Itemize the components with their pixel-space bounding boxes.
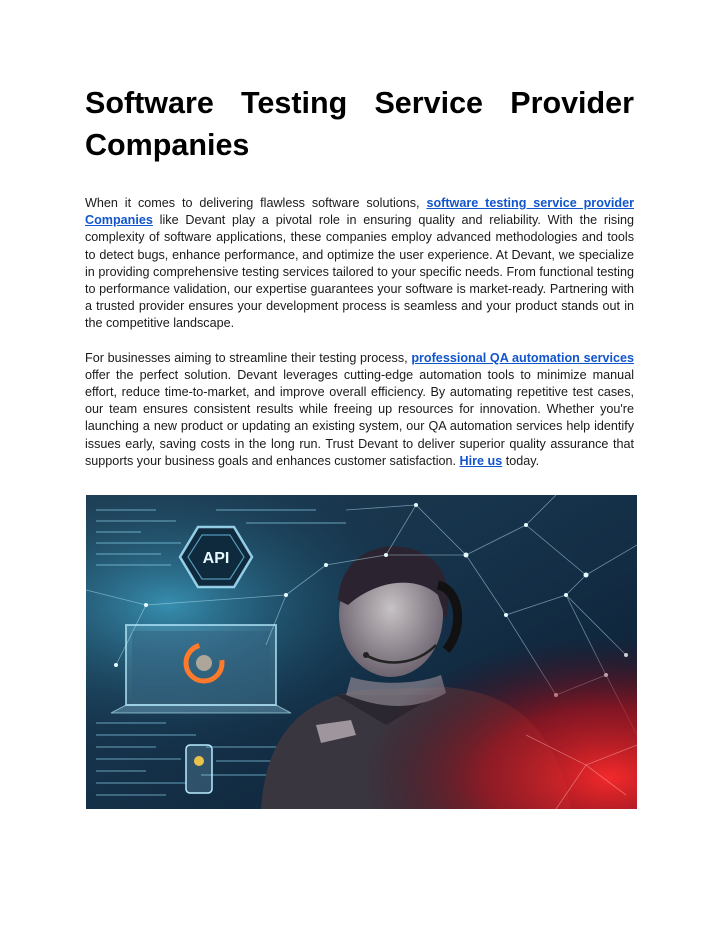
software-testing-link[interactable]: software testing service provider Companies xyxy=(85,196,634,228)
paragraph-qa xyxy=(85,350,634,470)
paragraph-qa-text-end: today. xyxy=(502,453,540,468)
hero-image xyxy=(86,495,637,809)
paragraph-intro-text-start: When it comes to delivering flawless software solutions, xyxy=(85,196,427,210)
hire-us-link[interactable]: Hire us xyxy=(459,453,503,468)
tester-illustration xyxy=(86,495,637,809)
qa-automation-link[interactable]: professional QA automation services xyxy=(411,350,634,365)
paragraph-intro xyxy=(85,195,634,333)
paragraph-intro-text-end: like Devant play a pivotal role in ensuring quality and reliability. With the rising complexity of software applications, these companies employ advanced methodologies and tools to detect bugs, enhance performance, and optimize the user experience. At Devant, we specialize in providing comprehensive testing services tailored to your specific needs. From functional testing to performance validation, our expertise guarantees your software is market-ready. Partnering with a trusted provider ensures your development process is seamless and your product stands out in the competitive landscape. xyxy=(85,213,634,331)
page-title: Software Testing Service Provider Companies xyxy=(85,86,634,162)
paragraph-qa-text-start: For businesses aiming to streamline their testing process, xyxy=(85,350,412,365)
paragraph-qa-text-middle: offer the perfect solution. Devant leverages cutting-edge automation tools to minimize manual effort, reduce time-to-market, and improve overall efficiency. By automating repetitive test cases, our team ensures consistent results while freeing up resources for innovation. Whether you're launching a new product or updating an existing system, our QA automation services help identify issues early, saving costs in the long run. Trust Devant to deliver superior quality assurance that supports your business goals and enhances customer satisfaction. xyxy=(85,367,634,468)
document-content xyxy=(85,82,634,487)
